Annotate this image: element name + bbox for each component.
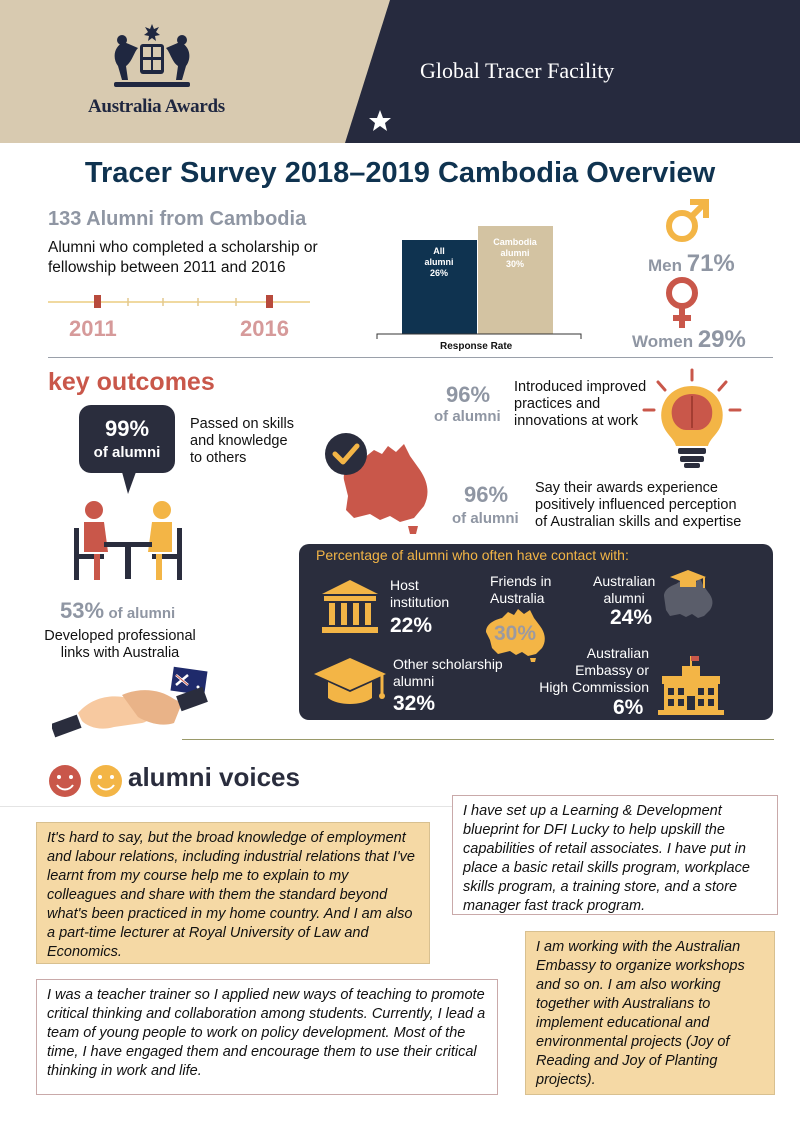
- australia-map-grad-icon: [658, 566, 718, 622]
- passed-on-value: 99%: [104, 416, 150, 441]
- passed-on-unit: of alumni: [93, 444, 161, 461]
- women-stat: Women 29%: [632, 326, 746, 353]
- alumni-voices-heading: alumni voices: [128, 762, 300, 792]
- links-text: Developed professional links with Australia: [44, 628, 196, 661]
- other-label: Other scholarship alumni: [393, 656, 503, 689]
- coat-of-arms-icon: [104, 22, 200, 94]
- quote-card-2: I have set up a Learning & Development blueprint for DFI Lucky to help upskill the capabilities of retail associates. I have put in place a basic retail skills program, workplace skills program, a training store, and a store manager fast track program.: [452, 795, 778, 915]
- response-bar-all-label: All alumni 26%: [424, 246, 454, 278]
- aus-alumni-value: 24%: [610, 606, 653, 629]
- improved-value: 96%: [446, 382, 491, 407]
- response-axis: [376, 332, 582, 340]
- embassy-value: 6%: [613, 696, 644, 719]
- contact-panel-title: Percentage of alumni who often have contact with:: [316, 547, 629, 563]
- friends-value: 30%: [494, 622, 537, 645]
- section-divider-2: [182, 739, 774, 740]
- embassy-building-icon: [656, 654, 726, 716]
- institution-building-icon: [320, 578, 380, 634]
- alumni-count-heading: 133 Alumni from Cambodia: [48, 208, 307, 230]
- voices-rule: [0, 806, 452, 807]
- links-stat: 53% of alumni: [60, 598, 176, 623]
- response-bar-cambodia-label: Cambodia alumni 30%: [493, 237, 537, 269]
- australia-map-check-icon: [324, 430, 444, 534]
- friends-label: Friends in Australia: [490, 573, 552, 606]
- perception-text: Say their awards experience positively influenced perception of Australian skills and expertise: [535, 480, 742, 530]
- page-title: Tracer Survey 2018–2019 Cambodia Overview: [84, 157, 716, 189]
- passed-on-text: Passed on skills and knowledge to others: [190, 416, 294, 466]
- lightbulb-brain-icon: [640, 368, 744, 472]
- host-value: 22%: [390, 614, 433, 637]
- aus-alumni-label: Australian alumni: [593, 573, 656, 606]
- key-outcomes-heading: key outcomes: [48, 368, 215, 396]
- embassy-label: Australian Embassy or High Commission: [539, 645, 649, 695]
- handshake-icon: [52, 665, 208, 745]
- improved-text: Introduced improved practices and innovations at work: [514, 379, 647, 429]
- female-symbol-icon: [660, 276, 704, 330]
- improved-unit: of alumni: [434, 408, 501, 425]
- alumni-description: Alumni who completed a scholarship or fellowship between 2011 and 2016: [48, 239, 318, 276]
- quote-card-3: I was a teacher trainer so I applied new ways of teaching to promote critical thinking and collaboration among students. Currently, I lead a team of young people to work on policy development. Most of the time, I have engaged them and encourage them to use their critical thinking in work and life.: [36, 979, 498, 1095]
- end-year: 2016: [240, 316, 289, 341]
- response-rate-label: Response Rate: [440, 341, 513, 352]
- timeline-start-marker: [94, 295, 101, 308]
- host-label: Host institution: [390, 577, 450, 610]
- quote-card-4: I am working with the Australian Embassy to organize workshops and so on. I am also working together with Australians to implement educational and environmental projects (Joy of Reading and Joy of Planting projects).: [525, 931, 775, 1095]
- other-value: 32%: [393, 692, 436, 715]
- facility-title: Global Tracer Facility: [420, 58, 615, 83]
- quote-card-1: It's hard to say, but the broad knowledge of employment and labour relations, including industrial relations that I've learnt from my course help me to explain to my colleagues and share with them the standard beyond what's been practiced in my home country. And I am also a part-time lecturer at Royal University of Law and Economics.: [36, 822, 430, 964]
- org-name: Australia Awards: [88, 96, 225, 117]
- section-divider: [48, 357, 773, 358]
- perception-unit: of alumni: [452, 510, 519, 527]
- perception-value: 96%: [464, 482, 509, 507]
- meeting-people-icon: [70, 498, 186, 582]
- men-stat: Men 71%: [648, 250, 735, 277]
- start-year: 2011: [69, 316, 117, 341]
- timeline-end-marker: [266, 295, 273, 308]
- smiley-faces-icon: [48, 764, 126, 800]
- male-symbol-icon: [662, 196, 712, 246]
- timeline: [48, 292, 313, 312]
- graduation-cap-icon: [312, 656, 388, 710]
